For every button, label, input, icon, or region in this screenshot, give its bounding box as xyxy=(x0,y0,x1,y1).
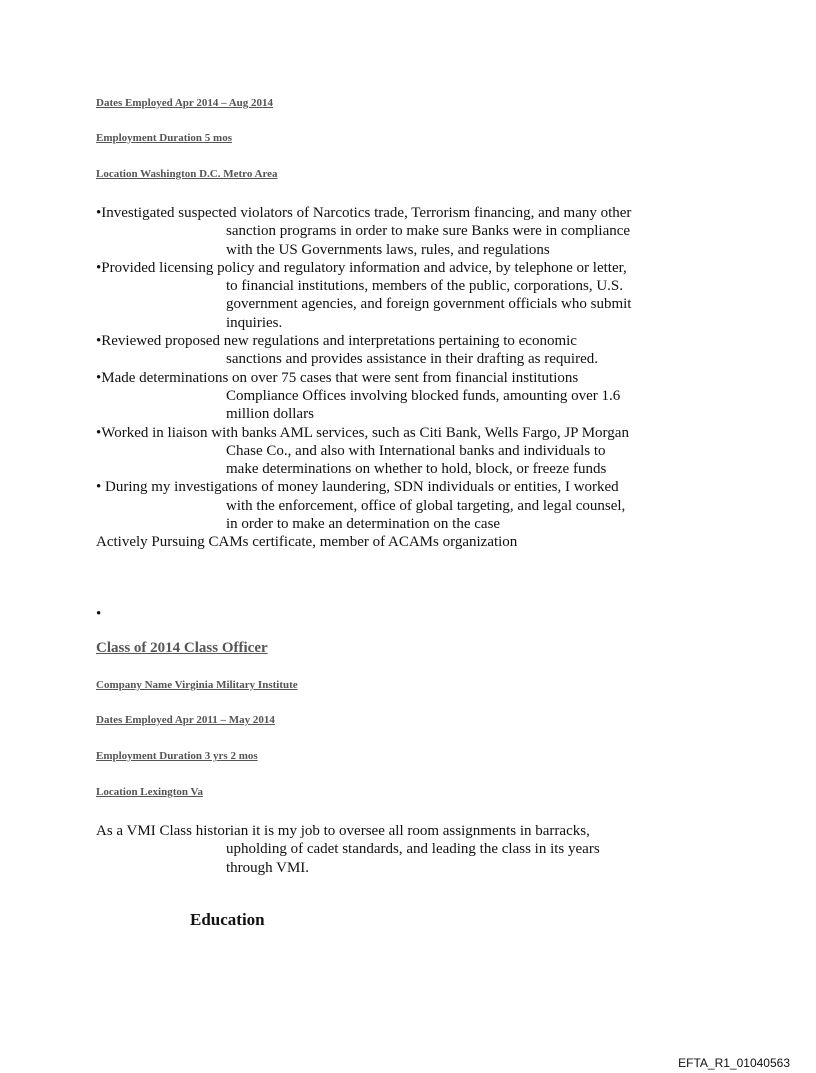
job1-bullet-1: •Investigated suspected violators of Narcotics trade, Terrorism financing, and many other sanction programs in order to make sure Banks were in compliance with the US Governments laws, rules, and regulations xyxy=(96,205,632,258)
job2-title: Class of 2014 Class Officer xyxy=(96,640,268,656)
education-heading: Education xyxy=(190,910,265,929)
job2-company: Company Name Virginia Military Institute xyxy=(96,679,298,691)
job1-location: Location Washington D.C. Metro Area xyxy=(96,168,278,180)
job1-duration: Employment Duration 5 mos xyxy=(96,132,232,144)
lone-bullet: • xyxy=(96,606,102,622)
job2-duration: Employment Duration 3 yrs 2 mos xyxy=(96,750,258,762)
document-id-footer: EFTA_R1_01040563 xyxy=(678,1056,790,1070)
job2-description: As a VMI Class historian it is my job to oversee all room assignments in barracks, upholding of cadet standards, and leading the class in its years through VMI. xyxy=(96,823,600,876)
job2-dates: Dates Employed Apr 2011 – May 2014 xyxy=(96,714,275,726)
job2-location: Location Lexington Va xyxy=(96,786,203,798)
job1-extra-line: Actively Pursuing CAMs certificate, member of ACAMs organization xyxy=(96,534,518,551)
job1-bullet-6: • During my investigations of money laundering, SDN individuals or entities, I worked with the enforcement, office of global targeting, and legal counsel, in order to make an determination on the case xyxy=(96,479,626,533)
job2-description-block xyxy=(96,822,636,877)
job1-dates: Dates Employed Apr 2014 – Aug 2014 xyxy=(96,97,274,109)
job1-bullet-5: •Worked in liaison with banks AML services, such as Citi Bank, Wells Fargo, JP Morgan Chase Co., and also with International banks and individuals to make determinations on whether to hold, block, or freeze funds xyxy=(96,424,629,478)
job1-bullet-2: •Provided licensing policy and regulatory information and advice, by telephone or letter, to financial institutions, members of the public, corporations, U.S. government agencies, and foreign government officials who submit inquiries. xyxy=(96,259,632,331)
job1-responsibilities xyxy=(96,204,636,552)
job1-bullet-4: •Made determinations on over 75 cases that were sent from financial institutions Compliance Offices involving blocked funds, amounting over 1.6 million dollars xyxy=(96,369,621,423)
job1-bullet-3: •Reviewed proposed new regulations and interpretations pertaining to economic sanctions and provides assistance in their drafting as required. xyxy=(96,333,598,368)
